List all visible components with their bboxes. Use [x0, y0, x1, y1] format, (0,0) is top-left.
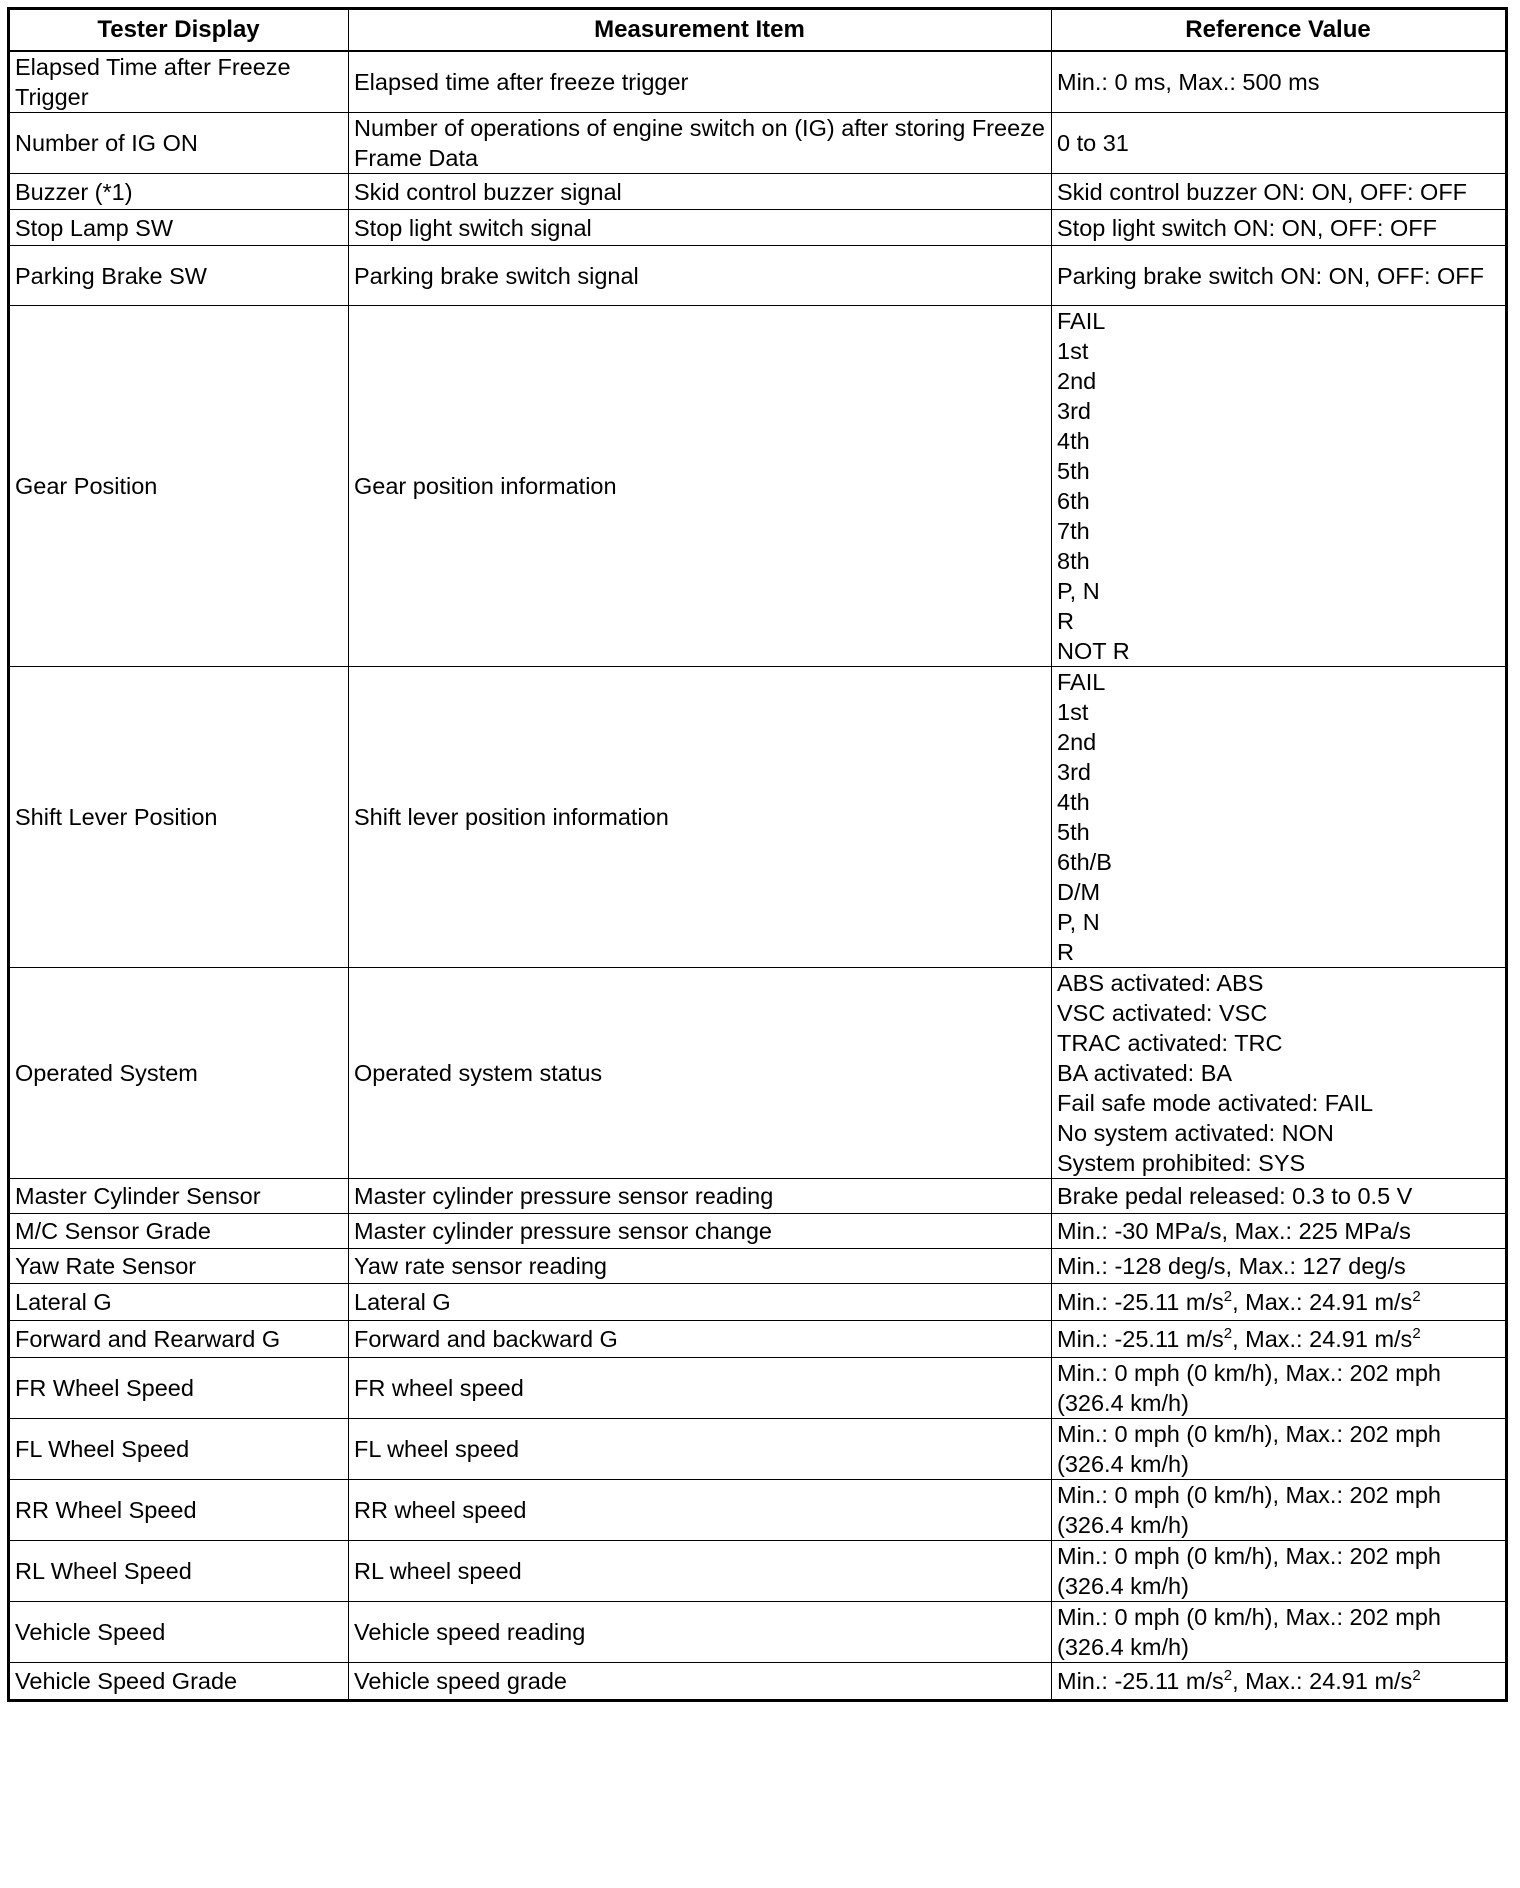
table-row	[9, 1179, 1507, 1214]
cell-reference-value	[1052, 1663, 1507, 1701]
cell-measurement-item: Stop light switch signal	[349, 210, 1052, 246]
cell-reference-value	[1052, 968, 1507, 1179]
cell-reference-value: Min.: 0 ms, Max.: 500 ms	[1052, 51, 1507, 113]
cell-measurement-item: RL wheel speed	[349, 1541, 1052, 1602]
reference-line: NOT R	[1057, 638, 1130, 664]
reference-line: 2nd	[1057, 368, 1097, 394]
reference-min: Min.: -25.11 m/s	[1057, 1289, 1224, 1315]
reference-line: FAIL	[1057, 669, 1106, 695]
header-reference-value: Reference Value	[1052, 9, 1507, 52]
cell-tester-display: Vehicle Speed	[9, 1602, 349, 1663]
cell-tester-display: FR Wheel Speed	[9, 1358, 349, 1419]
reference-line: FAIL	[1057, 308, 1106, 334]
reference-max: , Max.: 24.91 m/s	[1232, 1326, 1413, 1352]
reference-line: 6th	[1057, 488, 1090, 514]
cell-measurement-item: Skid control buzzer signal	[349, 174, 1052, 210]
cell-measurement-item: Yaw rate sensor reading	[349, 1249, 1052, 1284]
cell-reference-value: Stop light switch ON: ON, OFF: OFF	[1052, 210, 1507, 246]
cell-reference-value	[1052, 306, 1507, 667]
cell-tester-display: Vehicle Speed Grade	[9, 1663, 349, 1701]
table-row	[9, 1480, 1507, 1541]
reference-max: , Max.: 24.91 m/s	[1232, 1289, 1413, 1315]
cell-tester-display: Number of IG ON	[9, 113, 349, 174]
exponent: 2	[1223, 1288, 1233, 1306]
cell-measurement-item: Vehicle speed reading	[349, 1602, 1052, 1663]
cell-reference-value: Min.: -128 deg/s, Max.: 127 deg/s	[1052, 1249, 1507, 1284]
exponent: 2	[1412, 1325, 1421, 1343]
reference-line: 4th	[1057, 428, 1090, 454]
cell-tester-display: Forward and Rearward G	[9, 1321, 349, 1358]
table-row	[9, 306, 1507, 667]
table-row	[9, 246, 1507, 306]
reference-line: 2nd	[1057, 729, 1097, 755]
cell-reference-value: Min.: 0 mph (0 km/h), Max.: 202 mph (326.4 km/h)	[1052, 1419, 1507, 1480]
cell-reference-value	[1052, 1321, 1507, 1358]
header-tester-display: Tester Display	[9, 9, 349, 52]
table-row	[9, 51, 1507, 113]
cell-reference-value: 0 to 31	[1052, 113, 1507, 174]
exponent: 2	[1412, 1667, 1421, 1685]
table-row	[9, 174, 1507, 210]
reference-min: Min.: -25.11 m/s	[1057, 1668, 1224, 1694]
reference-line: BA activated: BA	[1057, 1060, 1233, 1086]
cell-reference-value	[1052, 667, 1507, 968]
cell-tester-display: Gear Position	[9, 306, 349, 667]
table-row	[9, 1663, 1507, 1701]
reference-min: Min.: -25.11 m/s	[1057, 1326, 1224, 1352]
cell-tester-display: FL Wheel Speed	[9, 1419, 349, 1480]
table-row	[9, 1249, 1507, 1284]
reference-line: System prohibited: SYS	[1057, 1150, 1306, 1176]
table-row	[9, 1321, 1507, 1358]
header-measurement-item: Measurement Item	[349, 9, 1052, 52]
reference-line: R	[1057, 939, 1074, 965]
cell-measurement-item: FL wheel speed	[349, 1419, 1052, 1480]
table-row	[9, 113, 1507, 174]
cell-tester-display: RR Wheel Speed	[9, 1480, 349, 1541]
cell-reference-value: Min.: 0 mph (0 km/h), Max.: 202 mph (326.4 km/h)	[1052, 1480, 1507, 1541]
table-row	[9, 1541, 1507, 1602]
reference-line: P, N	[1057, 578, 1100, 604]
table-row	[9, 968, 1507, 1179]
cell-reference-value: Min.: 0 mph (0 km/h), Max.: 202 mph (326.4 km/h)	[1052, 1541, 1507, 1602]
cell-measurement-item: Number of operations of engine switch on (IG) after storing Freeze Frame Data	[349, 113, 1052, 174]
reference-line: 3rd	[1057, 759, 1091, 785]
cell-reference-value: Skid control buzzer ON: ON, OFF: OFF	[1052, 174, 1507, 210]
reference-line: R	[1057, 608, 1074, 634]
cell-measurement-item: Lateral G	[349, 1284, 1052, 1321]
reference-line: VSC activated: VSC	[1057, 1000, 1268, 1026]
cell-reference-value: Min.: -30 MPa/s, Max.: 225 MPa/s	[1052, 1214, 1507, 1249]
table-row	[9, 1602, 1507, 1663]
reference-line: 3rd	[1057, 398, 1091, 424]
cell-reference-value: Min.: 0 mph (0 km/h), Max.: 202 mph (326.4 km/h)	[1052, 1602, 1507, 1663]
cell-tester-display: Elapsed Time after Freeze Trigger	[9, 51, 349, 113]
cell-reference-value: Min.: 0 mph (0 km/h), Max.: 202 mph (326.4 km/h)	[1052, 1358, 1507, 1419]
reference-line: 8th	[1057, 548, 1090, 574]
cell-measurement-item: Operated system status	[349, 968, 1052, 1179]
exponent: 2	[1412, 1288, 1421, 1306]
cell-measurement-item: Vehicle speed grade	[349, 1663, 1052, 1701]
reference-line: 1st	[1057, 699, 1089, 725]
cell-tester-display: Shift Lever Position	[9, 667, 349, 968]
reference-line: Fail safe mode activated: FAIL	[1057, 1090, 1374, 1116]
table-row	[9, 667, 1507, 968]
reference-line: 1st	[1057, 338, 1089, 364]
exponent: 2	[1223, 1667, 1233, 1685]
data-list-table	[7, 7, 1508, 1702]
reference-line: 7th	[1057, 518, 1090, 544]
cell-measurement-item: Forward and backward G	[349, 1321, 1052, 1358]
cell-measurement-item: Parking brake switch signal	[349, 246, 1052, 306]
table-row	[9, 1358, 1507, 1419]
reference-line: D/M	[1057, 879, 1101, 905]
reference-line: ABS activated: ABS	[1057, 970, 1264, 996]
table-row	[9, 1214, 1507, 1249]
cell-measurement-item: Master cylinder pressure sensor reading	[349, 1179, 1052, 1214]
reference-line: TRAC activated: TRC	[1057, 1030, 1283, 1056]
cell-tester-display: RL Wheel Speed	[9, 1541, 349, 1602]
reference-line: 6th/B	[1057, 849, 1112, 875]
reference-line: 5th	[1057, 819, 1090, 845]
cell-tester-display: M/C Sensor Grade	[9, 1214, 349, 1249]
reference-max: , Max.: 24.91 m/s	[1232, 1668, 1413, 1694]
cell-tester-display: Stop Lamp SW	[9, 210, 349, 246]
cell-tester-display: Yaw Rate Sensor	[9, 1249, 349, 1284]
cell-tester-display: Lateral G	[9, 1284, 349, 1321]
cell-measurement-item: Shift lever position information	[349, 667, 1052, 968]
cell-reference-value: Brake pedal released: 0.3 to 0.5 V	[1052, 1179, 1507, 1214]
exponent: 2	[1223, 1325, 1233, 1343]
table-row	[9, 1419, 1507, 1480]
cell-reference-value: Parking brake switch ON: ON, OFF: OFF	[1052, 246, 1507, 306]
cell-tester-display: Master Cylinder Sensor	[9, 1179, 349, 1214]
reference-line: P, N	[1057, 909, 1100, 935]
cell-measurement-item: Master cylinder pressure sensor change	[349, 1214, 1052, 1249]
cell-measurement-item: RR wheel speed	[349, 1480, 1052, 1541]
cell-tester-display: Operated System	[9, 968, 349, 1179]
cell-tester-display: Buzzer (*1)	[9, 174, 349, 210]
cell-measurement-item: Elapsed time after freeze trigger	[349, 51, 1052, 113]
table-row	[9, 1284, 1507, 1321]
table-row	[9, 210, 1507, 246]
cell-tester-display: Parking Brake SW	[9, 246, 349, 306]
reference-line: 4th	[1057, 789, 1090, 815]
reference-line: 5th	[1057, 458, 1090, 484]
cell-measurement-item: FR wheel speed	[349, 1358, 1052, 1419]
table-header-row	[9, 9, 1507, 52]
reference-line: No system activated: NON	[1057, 1120, 1334, 1146]
cell-reference-value	[1052, 1284, 1507, 1321]
cell-measurement-item: Gear position information	[349, 306, 1052, 667]
